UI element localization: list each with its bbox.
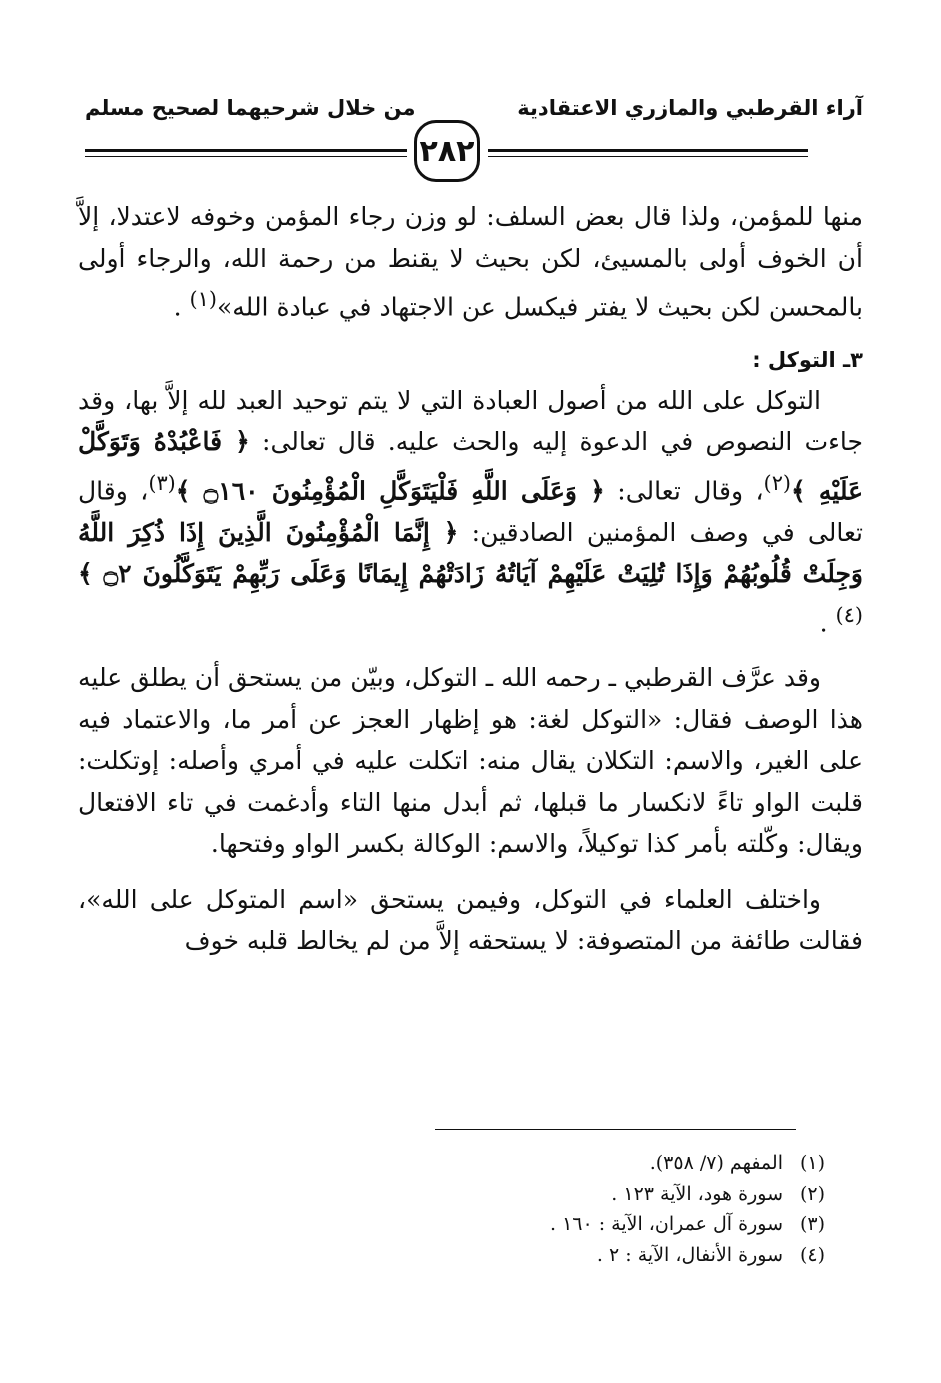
footnote-number: (١) <box>799 1152 825 1174</box>
paragraph-3: وقد عرَّف القرطبي ـ رحمه الله ـ التوكل، وبيّن من يستحق أن يطلق عليه هذا الوصف فقال: «التوكل لغة: هو إظهار العجز عن أمر ما، والاعتماد فيه على الغير، والاسم: التكلان يقال منه: اتكلت عليه في أمري وأصله: إوتكلت: قلبت الواو تاءً لانكسار ما قبلها، ثم أبدل منها التاء وأدغمت في تاء الافتعال ويقال: وكّلته بأمر كذا توكيلاً، والاسم: الوكالة بكسر الواو وفتحها. <box>78 663 863 859</box>
footnote-number: (٣) <box>799 1213 825 1235</box>
footnote-ref-3: (٣) <box>148 470 176 495</box>
footnotes <box>550 1148 825 1270</box>
running-title-right: آراء القرطبي والمازري الاعتقادية <box>517 96 863 120</box>
footnote-ref-2: (٢) <box>763 470 792 495</box>
paragraph-2 <box>78 380 863 644</box>
footnote-number: (٤) <box>799 1243 825 1266</box>
footnote-2 <box>550 1179 825 1210</box>
paragraph-1 <box>78 196 863 328</box>
header-rule-left-thick <box>85 149 407 152</box>
body-text <box>78 196 863 962</box>
section-heading: ٣ـ التوكل : <box>752 347 863 372</box>
page-number-badge: ٢٨٢ <box>414 120 480 182</box>
footnote-text: سورة الأنفال، الآية : ٢ . <box>596 1243 783 1266</box>
footnote-text: سورة آل عمران، الآية : ١٦٠ . <box>549 1213 783 1235</box>
footnote-number: (٢) <box>799 1182 825 1205</box>
footnote-text: سورة هود، الآية ١٢٣ . <box>611 1182 783 1205</box>
paragraph-2-text-b: ، وقال تعالى: <box>617 476 764 506</box>
footnote-separator <box>435 1129 796 1130</box>
footnote-ref-4: (٤) <box>835 602 863 627</box>
header-rule-left-thin <box>85 156 407 157</box>
footnote-3 <box>550 1209 825 1240</box>
paragraph-4: واختلف العلماء في التوكل، وفيمن يستحق «اسم المتوكل على الله»، فقالت طائفة من المتصوفة: لا يستحقه إلاَّ من لم يخالط قلبه خوف <box>78 884 863 956</box>
paragraph-1-text: منها للمؤمن، ولذا قال بعض السلف: لو وزن رجاء المؤمن وخوفه لاعتدلا، إلاَّ أن الخوف أولى بالمسيئ، لكن بحيث لا يقنط من رحمة الله، والرجاء أولى بالمحسن لكن بحيث لا يفتر فيكسل عن الاجتهاد في عبادة الله» <box>78 202 863 322</box>
paragraph-1-end: . <box>173 292 182 322</box>
paragraph-2-end: . <box>819 607 828 637</box>
header-rule-right-thick <box>488 149 808 152</box>
paragraph-2-text-c: ، وقال تعالى في وصف المؤمنين الصادقين: <box>78 476 863 547</box>
footnote-ref-1: (١) <box>189 287 217 311</box>
footnote-4 <box>550 1240 825 1271</box>
running-title-left: من خلال شرحيهما لصحيح مسلم <box>85 96 416 120</box>
footnote-1 <box>550 1148 825 1179</box>
header-rule-right-thin <box>488 156 808 157</box>
paragraph-2-text-a: التوكل على الله من أصول العبادة التي لا يتم توحيد العبد لله إلاَّ بها، وقد جاءت النصوص في الدعوة إليه والحث عليه. قال تعالى: <box>78 385 864 457</box>
quran-verse-1: ﴿ فَاعْبُدْهُ وَتَوَكَّلْ عَلَيْهِ ﴾ <box>78 427 864 506</box>
footnote-text: المفهم (٧/ ٣٥٨). <box>649 1152 783 1174</box>
quran-verse-2: ﴿ وَعَلَى اللَّهِ فَلْيَتَوَكَّلِ الْمُؤْمِنُونَ ۝١٦٠ ﴾ <box>175 476 605 506</box>
quran-verse-3: ﴿ إِنَّمَا الْمُؤْمِنُونَ الَّذِينَ إِذَا ذُكِرَ اللَّهُ وَجِلَتْ قُلُوبُهُمْ وَإِذَا تُلِيَتْ عَلَيْهِمْ آيَاتُهُ زَادَتْهُمْ إِيمَانًا وَعَلَى رَبِّهِمْ يَتَوَكَّلُونَ ۝٢ ﴾ <box>78 517 864 589</box>
